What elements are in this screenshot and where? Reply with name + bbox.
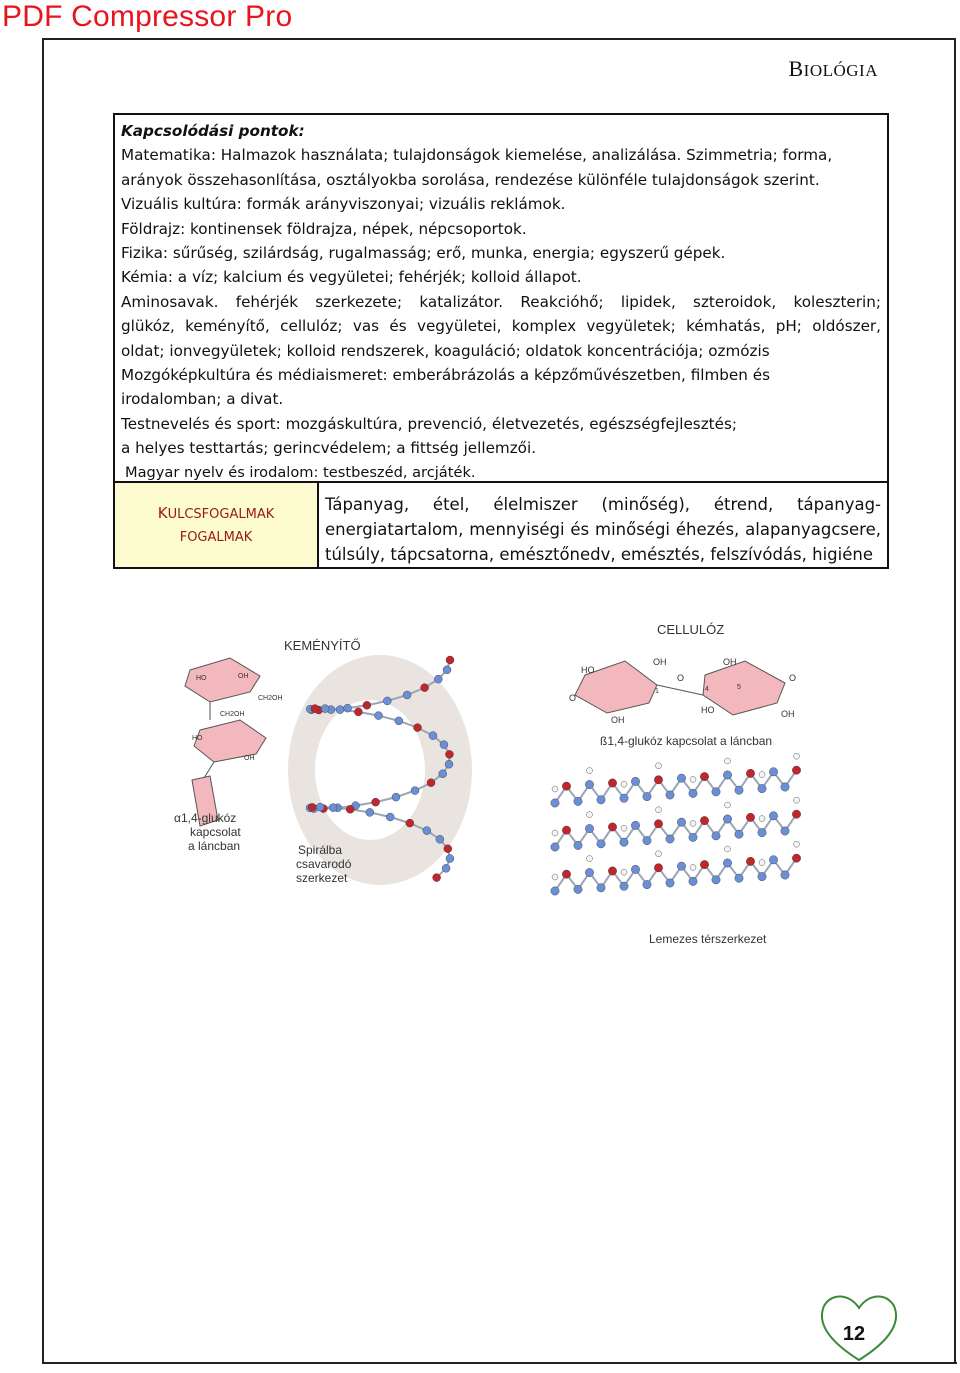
atom-sphere xyxy=(677,862,685,870)
atom-sphere xyxy=(562,870,570,878)
atom-sphere xyxy=(746,769,754,777)
atom-sphere xyxy=(444,845,452,853)
atom-sphere xyxy=(562,782,570,790)
atom-sphere xyxy=(574,797,582,805)
atom-sphere xyxy=(794,797,800,803)
atom-sphere xyxy=(690,776,696,782)
atom-sphere xyxy=(631,777,639,785)
atom-sphere xyxy=(690,820,696,826)
atom-sphere xyxy=(344,704,352,712)
atom-sphere xyxy=(725,846,731,852)
connection-line: arányok összehasonlítása, osztályokba sorolása, rendezése különféle tulajdonságok szerint. xyxy=(121,170,820,189)
atom-sphere xyxy=(735,786,743,794)
connection-line: Matematika: Halmazok használata; tulajdonságok kiemelése, analizálása. Szimmetria; forma, xyxy=(121,146,833,165)
atom-sphere xyxy=(769,856,777,864)
atom-sphere xyxy=(620,838,628,846)
connection-line: Vizuális kultúra: formák arányviszonyai; vizuális reklámok. xyxy=(121,195,566,214)
atom-sphere xyxy=(656,763,662,769)
atom-sphere xyxy=(723,859,731,867)
atom-sphere xyxy=(725,802,731,808)
atom-sphere xyxy=(434,675,442,683)
atom-sphere xyxy=(446,855,454,863)
helix-caption: Spirálba xyxy=(298,843,343,857)
atom-sphere xyxy=(608,823,616,831)
atom-label: OH xyxy=(781,709,795,719)
atom-sphere xyxy=(386,813,394,821)
atom-sphere xyxy=(769,812,777,820)
ring-number: 4 xyxy=(705,686,709,693)
atom-sphere xyxy=(735,874,743,882)
watermark-title: PDF Compressor Pro xyxy=(2,0,293,33)
connection-line: a helyes testtartás; gerincvédelem; a fittség jellemzői. xyxy=(121,439,537,458)
atom-sphere xyxy=(689,789,697,797)
atom-sphere xyxy=(631,865,639,873)
keywords-label: KULCSFOGALMAK FOGALMAK xyxy=(115,483,319,567)
atom-sphere xyxy=(621,781,627,787)
atom-sphere xyxy=(552,874,558,880)
atom-sphere xyxy=(587,856,593,862)
atom-sphere xyxy=(427,779,435,787)
atom-sphere xyxy=(620,882,628,890)
connections-heading: Kapcsolódási pontok: xyxy=(121,122,305,140)
atom-sphere xyxy=(643,880,651,888)
atom-label: HO xyxy=(701,705,715,715)
atom-sphere xyxy=(585,824,593,832)
sheet-atoms xyxy=(551,753,801,895)
atom-sphere xyxy=(758,872,766,880)
atom-sphere xyxy=(792,854,800,862)
atom-sphere xyxy=(354,708,362,716)
atom-sphere xyxy=(666,835,674,843)
atom-sphere xyxy=(436,835,444,843)
atom-sphere xyxy=(439,770,447,778)
atom-sphere xyxy=(421,684,429,692)
atom-label: O xyxy=(789,673,797,683)
atom-sphere xyxy=(311,705,319,713)
atom-sphere xyxy=(574,885,582,893)
atom-sphere xyxy=(587,812,593,818)
atom-sphere xyxy=(643,836,651,844)
atom-sphere xyxy=(551,799,559,807)
atom-label: HO xyxy=(196,675,207,682)
atom-sphere xyxy=(551,887,559,895)
atom-sphere xyxy=(551,843,559,851)
atom-sphere xyxy=(597,884,605,892)
keyword-line: Tápanyag, étel, élelmiszer (minőség), étrend, tápanyag- xyxy=(325,495,881,514)
atom-label: CH2OH xyxy=(258,695,283,702)
atom-sphere xyxy=(723,771,731,779)
atom-sphere xyxy=(746,857,754,865)
atom-sphere xyxy=(781,783,789,791)
atom-sphere xyxy=(395,717,403,725)
atom-sphere xyxy=(392,793,400,801)
page-number-badge xyxy=(814,1290,904,1364)
atom-label: O xyxy=(677,673,685,683)
atom-sphere xyxy=(443,666,451,674)
starch-caption: α1,4-glukóz xyxy=(174,811,237,825)
atom-sphere xyxy=(654,820,662,828)
atom-sphere xyxy=(608,867,616,875)
atom-sphere xyxy=(336,706,344,714)
cellulose-figure xyxy=(545,615,815,955)
atom-sphere xyxy=(411,787,419,795)
starch-caption: a láncban xyxy=(188,839,241,853)
helix-caption: csavarodó xyxy=(296,857,352,871)
connection-line: irodalomban; a divat. xyxy=(121,390,284,409)
atom-sphere xyxy=(700,860,708,868)
glucose-ring xyxy=(703,661,785,715)
atom-sphere xyxy=(794,841,800,847)
atom-sphere xyxy=(587,768,593,774)
atom-sphere xyxy=(666,879,674,887)
atom-sphere xyxy=(429,732,437,740)
atom-sphere xyxy=(759,772,765,778)
atom-sphere xyxy=(712,832,720,840)
keywords-text xyxy=(319,483,887,567)
helix-caption: szerkezet xyxy=(296,871,348,885)
connection-line: Aminosavak. fehérjék szerkezete; katalizátor. Reakcióhő; lipidek, szteroidok, koleszterin; xyxy=(121,292,881,311)
helix-hole xyxy=(315,700,425,840)
atom-sphere xyxy=(758,784,766,792)
atom-sphere xyxy=(792,810,800,818)
atom-sphere xyxy=(414,724,422,732)
atom-sphere xyxy=(562,826,570,834)
atom-label: OH xyxy=(238,673,249,680)
connection-line: Kémia: a víz; kalcium és vegyületei; fehérjék; kolloid állapot. xyxy=(121,268,582,287)
atom-sphere xyxy=(758,828,766,836)
atom-label: O xyxy=(569,693,577,703)
atom-sphere xyxy=(321,705,329,713)
atom-label: OH xyxy=(723,657,737,667)
atom-sphere xyxy=(781,827,789,835)
atom-label: CH2OH xyxy=(220,711,245,718)
atom-label: OH xyxy=(653,657,667,667)
atom-sphere xyxy=(666,791,674,799)
atom-sphere xyxy=(654,776,662,784)
atom-sphere xyxy=(769,768,777,776)
atom-sphere xyxy=(656,807,662,813)
atom-sphere xyxy=(781,871,789,879)
connection-line: Testnevelés és sport: mozgáskultúra, prevenció, életvezetés, egészségfejlesztés; xyxy=(121,414,738,433)
atom-sphere xyxy=(372,798,380,806)
keyword-line: energiatartalom, mennyiségi és minőségi éhezés, alapanyagcsere, xyxy=(325,520,881,539)
atom-sphere xyxy=(552,830,558,836)
atom-sphere xyxy=(677,774,685,782)
atom-sphere xyxy=(585,780,593,788)
connection-line: Fizika: sűrűség, szilárdság, rugalmasság; erő, munka, energia; egyszerű gépek. xyxy=(121,244,726,263)
atom-sphere xyxy=(445,760,453,768)
atom-sphere xyxy=(656,851,662,857)
atom-sphere xyxy=(585,868,593,876)
atom-label: HO xyxy=(581,665,595,675)
atom-sphere xyxy=(442,864,450,872)
glucose-ring xyxy=(194,720,266,762)
subject-heading: BIOLÓGIA xyxy=(788,56,878,81)
connection-line: glükóz, keményítő, cellulóz; vas és vegyületei, komplex vegyületek; kémhatás, pH; oldószer, xyxy=(121,317,881,336)
connection-line: Mozgóképkultúra és médiaismeret: emberábrázolás a képzőművészetben, filmben és xyxy=(121,366,770,385)
atom-sphere xyxy=(597,840,605,848)
atom-sphere xyxy=(631,821,639,829)
atom-sphere xyxy=(621,825,627,831)
atom-sphere xyxy=(597,796,605,804)
bond xyxy=(657,685,703,695)
cellulose-title: CELLULÓZ xyxy=(657,622,725,637)
atom-sphere xyxy=(700,772,708,780)
atom-label: OH xyxy=(244,755,255,762)
atom-sphere xyxy=(608,779,616,787)
starch-title: KEMÉNYÍTŐ xyxy=(284,638,361,653)
atom-sphere xyxy=(552,786,558,792)
atom-sphere xyxy=(759,860,765,866)
cellulose-caption: ß1,4-glukóz kapcsolat a láncban xyxy=(600,734,773,748)
atom-sphere xyxy=(620,794,628,802)
keywords-row xyxy=(113,483,889,569)
atom-sphere xyxy=(433,874,441,882)
ring-number: 5 xyxy=(737,684,741,691)
connection-line: Magyar nyelv és irodalom: testbeszéd, arcjáték. xyxy=(125,463,476,481)
atom-sphere xyxy=(794,753,800,759)
atom-label: OH xyxy=(611,715,625,725)
atom-sphere xyxy=(723,815,731,823)
atom-sphere xyxy=(759,816,765,822)
connection-line: oldat; ionvegyületek; kolloid rendszerek, koaguláció; oldatok koncentrációja; ozmózis xyxy=(121,341,770,360)
atom-sphere xyxy=(346,805,354,813)
atom-sphere xyxy=(654,864,662,872)
atom-sphere xyxy=(363,701,371,709)
atom-sphere xyxy=(712,876,720,884)
atom-sphere xyxy=(446,656,454,664)
atom-label: HO xyxy=(192,735,203,742)
atom-sphere xyxy=(423,827,431,835)
starch-caption: kapcsolat xyxy=(190,825,241,839)
atom-sphere xyxy=(792,766,800,774)
atom-sphere xyxy=(700,816,708,824)
starch-figure xyxy=(170,620,490,900)
page-number: 12 xyxy=(842,1323,866,1345)
keyword-line: túlsúly, tápcsatorna, emésztőnedv, emésztés, felszívódás, higiéne xyxy=(325,545,874,564)
atom-sphere xyxy=(574,841,582,849)
atom-sphere xyxy=(445,750,453,758)
atom-sphere xyxy=(316,803,324,811)
atom-sphere xyxy=(621,869,627,875)
atom-sphere xyxy=(689,877,697,885)
atom-sphere xyxy=(406,819,414,827)
atom-sphere xyxy=(725,758,731,764)
atom-sphere xyxy=(735,830,743,838)
atom-sphere xyxy=(690,864,696,870)
atom-sphere xyxy=(403,691,411,699)
atom-sphere xyxy=(712,788,720,796)
atom-sphere xyxy=(689,833,697,841)
atom-sphere xyxy=(375,712,383,720)
connection-line: Földrajz: kontinensek földrajza, népek, népcsoportok. xyxy=(121,219,527,238)
ring-number: 1 xyxy=(655,688,659,695)
atom-sphere xyxy=(329,804,337,812)
atom-sphere xyxy=(440,741,448,749)
bond xyxy=(204,762,214,778)
connections-box xyxy=(113,113,889,483)
sheet-caption: Lemezes térszerkezet xyxy=(649,932,767,946)
atom-sphere xyxy=(643,792,651,800)
atom-sphere xyxy=(383,697,391,705)
atom-sphere xyxy=(366,808,374,816)
atom-sphere xyxy=(677,818,685,826)
atom-sphere xyxy=(746,813,754,821)
atom-sphere xyxy=(308,803,316,811)
